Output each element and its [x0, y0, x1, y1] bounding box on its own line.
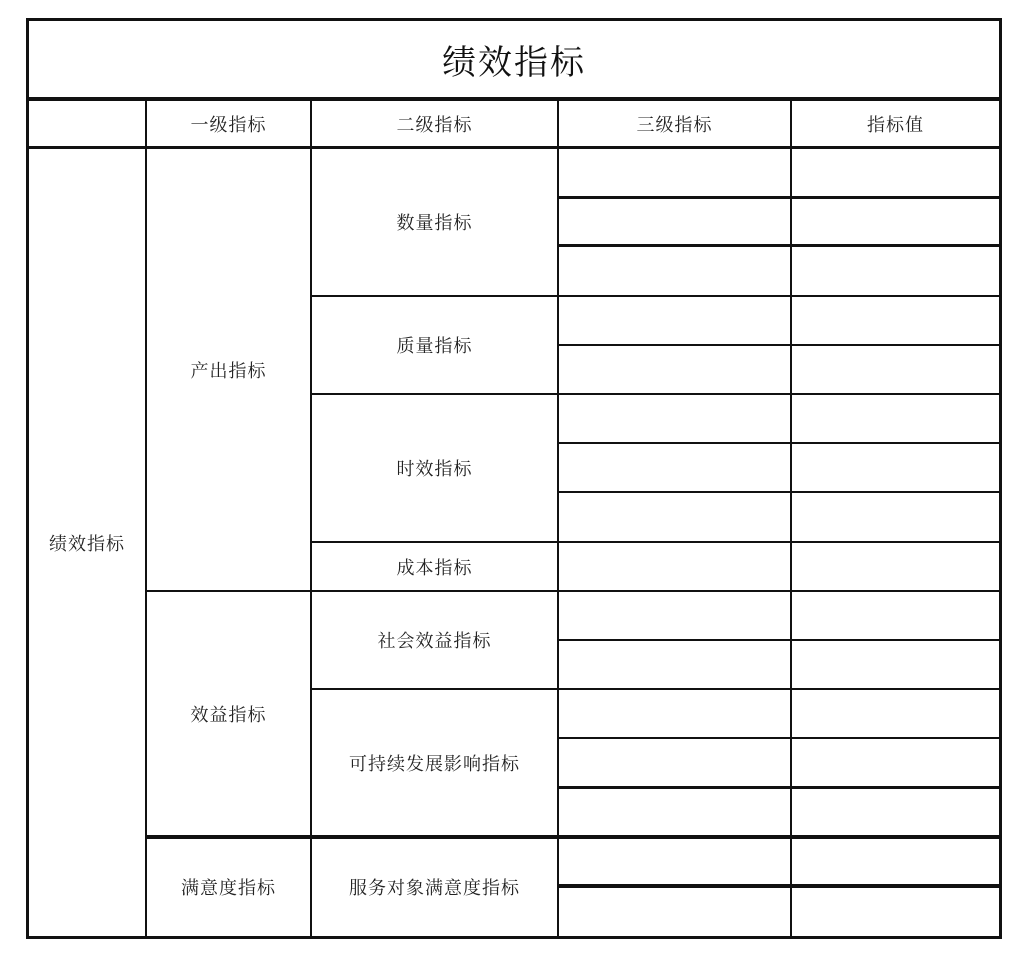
- col-line-2: [310, 99, 312, 937]
- level3-cell[interactable]: [558, 148, 791, 197]
- header-divider: [26, 146, 1002, 149]
- indicator-value-cell[interactable]: [791, 197, 1000, 246]
- indicator-value-cell[interactable]: [791, 492, 1000, 542]
- level2-sep: [311, 393, 1001, 395]
- level1-sep-2: [146, 835, 1001, 839]
- row-sep: [558, 244, 1001, 247]
- level2-sep: [311, 295, 1001, 297]
- header-level3: 三级指标: [636, 114, 713, 136]
- row-sep: [558, 196, 1001, 199]
- border-right: [999, 18, 1002, 939]
- level1-satisfaction: 满意度指标: [181, 878, 276, 899]
- indicator-value-cell[interactable]: [791, 246, 1000, 296]
- row-sep: [558, 786, 1001, 789]
- level1-output: 产出指标: [190, 360, 267, 382]
- indicator-value-cell[interactable]: [791, 542, 1000, 591]
- level2-timeliness: 时效指标: [396, 459, 473, 480]
- row-sep: [558, 344, 1001, 346]
- level2-sustainability: 可持续发展影响指标: [349, 754, 520, 775]
- level3-cell[interactable]: [558, 443, 791, 492]
- level2-service-satisfaction: 服务对象满意度指标: [349, 878, 520, 899]
- level3-cell[interactable]: [558, 345, 791, 394]
- col-line-1: [145, 99, 147, 937]
- table-title: 绩效指标: [442, 42, 586, 83]
- level3-cell[interactable]: [558, 787, 791, 837]
- row-sep: [558, 639, 1001, 641]
- indicator-value-cell[interactable]: [791, 837, 1000, 886]
- level2-quantity: 数量指标: [396, 213, 473, 234]
- level1-sep-1: [146, 590, 1001, 592]
- col-line-3: [557, 99, 559, 937]
- indicator-value-cell[interactable]: [791, 296, 1000, 345]
- indicator-value-cell[interactable]: [791, 738, 1000, 787]
- row-sep: [558, 737, 1001, 739]
- row-sep: [558, 442, 1001, 444]
- indicator-value-cell[interactable]: [791, 148, 1000, 197]
- indicator-value-cell[interactable]: [791, 640, 1000, 689]
- level3-cell[interactable]: [558, 492, 791, 542]
- indicator-value-cell[interactable]: [791, 394, 1000, 443]
- header-blank: [28, 100, 146, 147]
- row-sep: [558, 491, 1001, 493]
- level2-social-benefit: 社会效益指标: [377, 631, 492, 652]
- level3-cell[interactable]: [558, 197, 791, 246]
- indicator-value-cell[interactable]: [791, 443, 1000, 492]
- level3-cell[interactable]: [558, 738, 791, 787]
- indicator-value-cell[interactable]: [791, 591, 1000, 640]
- level3-cell[interactable]: [558, 591, 791, 640]
- root-label: 绩效指标: [49, 534, 125, 555]
- header-level2: 二级指标: [396, 114, 473, 136]
- level3-cell[interactable]: [558, 689, 791, 738]
- level3-cell[interactable]: [558, 542, 791, 591]
- level2-sep: [311, 688, 1001, 690]
- level3-cell[interactable]: [558, 394, 791, 443]
- level3-cell[interactable]: [558, 246, 791, 296]
- level2-quality: 质量指标: [396, 336, 473, 357]
- title-divider: [26, 97, 1002, 101]
- indicator-value-cell[interactable]: [791, 787, 1000, 837]
- level2-cost: 成本指标: [396, 557, 473, 579]
- row-sep: [558, 884, 1001, 888]
- level2-sep: [311, 541, 1001, 543]
- level3-cell[interactable]: [558, 640, 791, 689]
- header-level1: 一级指标: [190, 114, 267, 136]
- border-top: [26, 18, 1002, 21]
- col-line-4: [790, 99, 792, 937]
- indicator-value-cell[interactable]: [791, 345, 1000, 394]
- level3-cell[interactable]: [558, 296, 791, 345]
- level1-benefit: 效益指标: [190, 705, 267, 726]
- indicator-value-cell[interactable]: [791, 886, 1000, 937]
- header-value: 指标值: [867, 114, 924, 136]
- border-left: [26, 18, 29, 939]
- border-bottom: [26, 936, 1002, 939]
- level3-cell[interactable]: [558, 886, 791, 937]
- level3-cell[interactable]: [558, 837, 791, 886]
- indicator-value-cell[interactable]: [791, 689, 1000, 738]
